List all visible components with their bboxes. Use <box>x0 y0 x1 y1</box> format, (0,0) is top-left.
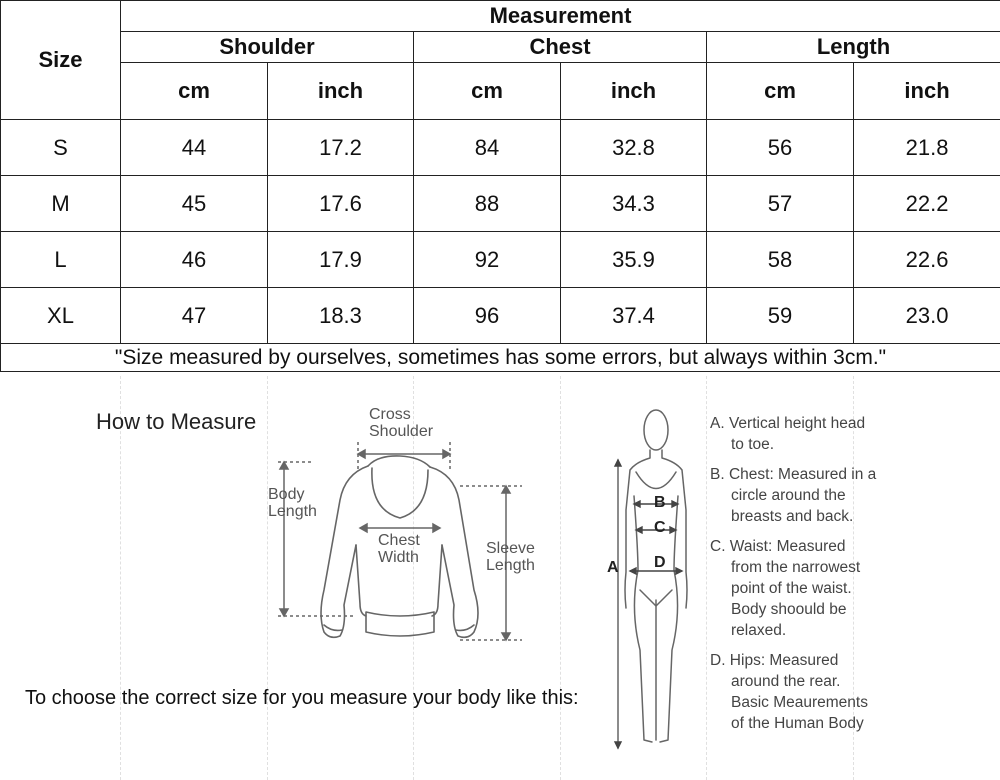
unit-header: inch <box>268 63 414 120</box>
figure-label-c: C <box>654 519 666 536</box>
table-row <box>1 120 1000 176</box>
value-cell: 58 <box>707 232 854 288</box>
figure-label-a: A <box>607 559 619 576</box>
value-cell: 96 <box>414 288 561 344</box>
size-note: "Size measured by ourselves, sometimes has some errors, but always within 3cm." <box>1 344 1000 372</box>
value-cell: 32.8 <box>561 120 707 176</box>
grid-divider <box>560 376 561 780</box>
list-item: B. Chest: Measured in a circle around the breasts and back. <box>710 466 877 525</box>
size-chart-table <box>0 0 1000 372</box>
cross-shoulder-label: Cross Shoulder <box>369 406 434 440</box>
value-cell: 57 <box>707 176 854 232</box>
value-cell: 44 <box>121 120 268 176</box>
value-cell: 17.2 <box>268 120 414 176</box>
value-cell: 45 <box>121 176 268 232</box>
list-item: D. Hips: Measured around the rear. Basic Meaurements of the Human Body <box>710 652 868 732</box>
chest-header: Chest <box>414 32 707 63</box>
value-cell: 18.3 <box>268 288 414 344</box>
list-item: A. Vertical height head to toe. <box>710 415 866 453</box>
figure-label-d: D <box>654 554 666 571</box>
value-cell: 17.6 <box>268 176 414 232</box>
sleeve-length-label: Sleeve Length <box>486 540 535 574</box>
length-header: Length <box>707 32 1000 63</box>
value-cell: 17.9 <box>268 232 414 288</box>
value-cell: 22.6 <box>854 232 1000 288</box>
size-cell: M <box>1 176 121 232</box>
value-cell: 22.2 <box>854 176 1000 232</box>
size-cell: S <box>1 120 121 176</box>
size-cell: XL <box>1 288 121 344</box>
value-cell: 88 <box>414 176 561 232</box>
value-cell: 92 <box>414 232 561 288</box>
measure-instruction: To choose the correct size for you measure your body like this: <box>25 687 579 709</box>
table-row <box>1 288 1000 344</box>
unit-header: cm <box>414 63 561 120</box>
size-header: Size <box>1 1 121 120</box>
value-cell: 46 <box>121 232 268 288</box>
measure-steps <box>710 413 995 743</box>
value-cell: 56 <box>707 120 854 176</box>
grid-divider <box>120 376 121 780</box>
size-cell: L <box>1 232 121 288</box>
unit-header: cm <box>707 63 854 120</box>
value-cell: 23.0 <box>854 288 1000 344</box>
value-cell: 84 <box>414 120 561 176</box>
value-cell: 34.3 <box>561 176 707 232</box>
value-cell: 35.9 <box>561 232 707 288</box>
value-cell: 21.8 <box>854 120 1000 176</box>
guide-title: How to Measure <box>96 409 257 434</box>
measurement-header: Measurement <box>121 1 1000 32</box>
value-cell: 37.4 <box>561 288 707 344</box>
shoulder-header: Shoulder <box>121 32 414 63</box>
list-item: C. Waist: Measured from the narrowest point of the waist. Body shoould be relaxed. <box>710 538 861 639</box>
value-cell: 59 <box>707 288 854 344</box>
table-row <box>1 232 1000 288</box>
table-row <box>1 176 1000 232</box>
chest-width-label: Chest Width <box>378 532 420 566</box>
body-length-label: Body Length <box>268 486 317 520</box>
unit-header: inch <box>561 63 707 120</box>
unit-header: inch <box>854 63 1000 120</box>
measure-guide <box>0 376 1000 780</box>
body-figure-icon <box>596 400 706 755</box>
figure-label-b: B <box>654 494 666 511</box>
value-cell: 47 <box>121 288 268 344</box>
grid-divider <box>706 376 707 780</box>
unit-header: cm <box>121 63 268 120</box>
